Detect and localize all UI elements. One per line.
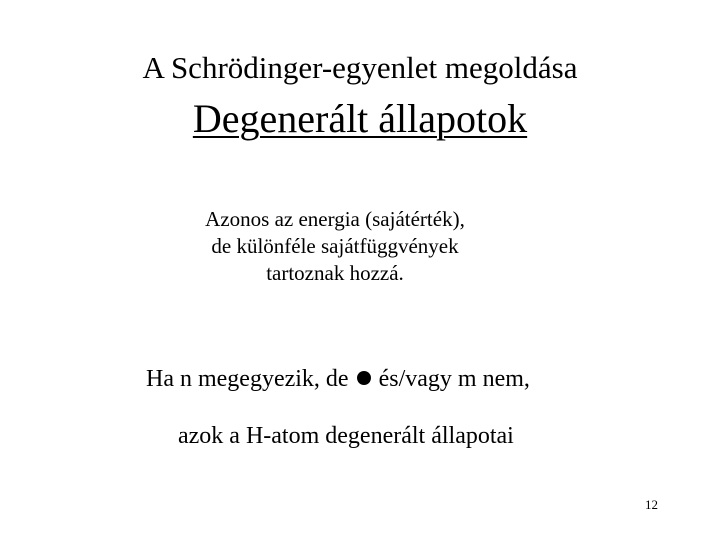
definition-line-1: Azonos az energia (sajátérték), <box>205 207 465 231</box>
slide-subtitle: Degenerált állapotok <box>192 96 528 141</box>
definition-line-2: de különféle sajátfüggvények <box>211 234 459 258</box>
condition-text <box>146 363 530 395</box>
definition-text <box>150 206 520 287</box>
slide-title: A Schrödinger-egyenlet megoldása <box>142 50 578 85</box>
definition-line-3: tartoznak hozzá. <box>266 261 404 285</box>
page-number: 12 <box>645 497 658 512</box>
condition-text-before: Ha n megegyezik, de <box>146 366 355 392</box>
conclusion-text: azok a H-atom degenerált állapotai <box>178 423 514 449</box>
condition-text-after: és/vagy m nem, <box>372 366 530 392</box>
filled-circle-icon <box>357 371 371 385</box>
